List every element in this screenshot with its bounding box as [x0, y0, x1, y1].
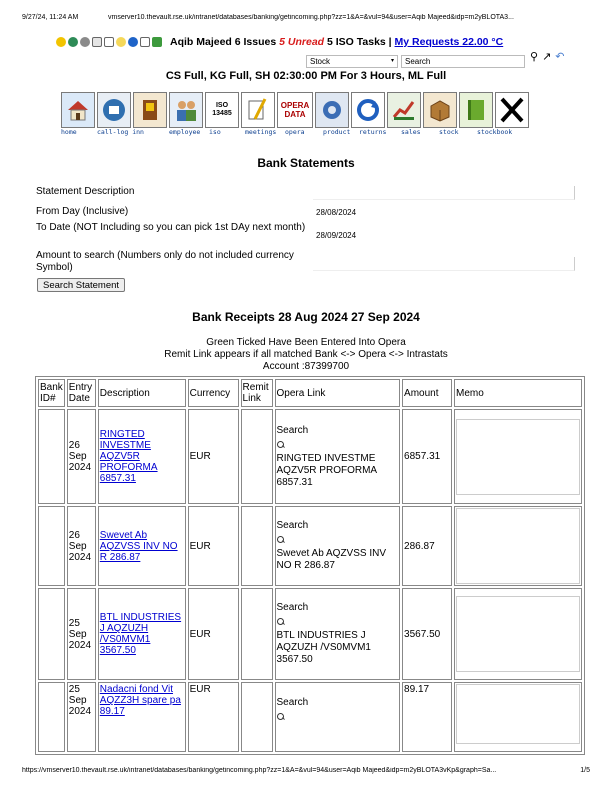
toolbar-label-iso[interactable]: iso: [209, 128, 221, 136]
print-header: [22, 14, 590, 21]
magnifier-icon[interactable]: [277, 441, 285, 449]
remit-link-cell: [241, 682, 273, 752]
table-header-row: [38, 379, 582, 407]
toolbar-opera[interactable]: [277, 92, 313, 128]
magnifier-icon[interactable]: [277, 536, 285, 544]
toolbar-home[interactable]: [61, 92, 95, 128]
receipts-notes: [0, 337, 612, 373]
amount-cell: 3567.50: [402, 588, 452, 680]
table-row: [38, 409, 582, 504]
toolbar-returns[interactable]: [351, 92, 385, 128]
iso-tasks: 5 ISO Tasks |: [327, 36, 392, 48]
description-cell: [98, 588, 186, 680]
notepad-icon[interactable]: [140, 37, 150, 47]
col-description: Description: [98, 379, 186, 407]
description-label: Statement Description: [36, 186, 135, 197]
toolbar-inn[interactable]: [133, 92, 167, 128]
people-icon: [172, 97, 200, 123]
box-icon: [427, 97, 453, 123]
close-x-icon: [499, 96, 525, 124]
cog-icon: [319, 97, 345, 123]
description-field[interactable]: [313, 186, 575, 200]
col-memo: Memo: [454, 379, 582, 407]
document-icon[interactable]: [104, 37, 114, 47]
opera-search-label[interactable]: Search: [276, 602, 309, 613]
return-arrows-icon: [355, 97, 381, 123]
smile-icon[interactable]: [116, 37, 126, 47]
toolbar-sales[interactable]: [387, 92, 421, 128]
search-input[interactable]: Search: [401, 55, 525, 68]
description-link[interactable]: Swevet Ab AQZVSS INV NO R 286.87: [99, 529, 178, 563]
amount-label: Amount to search (Numbers only do not included currency Symbol): [36, 250, 294, 273]
table-row: [38, 506, 582, 586]
iso-badge-icon: ISO 13485: [212, 102, 232, 117]
pencil-icon: [245, 97, 271, 123]
entry-date-cell: 26 Sep 2024: [67, 506, 96, 586]
star-icon[interactable]: [56, 37, 66, 47]
opera-link-cell: [275, 682, 401, 752]
toolbar-label-home[interactable]: home: [61, 128, 77, 136]
receipts-table: [35, 376, 585, 755]
print-timestamp: 9/27/24, 11:24 AM: [22, 14, 79, 21]
footer-url: https://vmserver10.thevault.rse.uk/intranet/databases/banking/getincoming.php?zz=1&A=&vul=94&user=Aqib Majeed&idp=m2yBLOTA3vKp&graph=Sa...: [22, 767, 497, 774]
memo-field[interactable]: [456, 508, 580, 584]
memo-field[interactable]: [456, 684, 580, 744]
stock-select[interactable]: Stock ▾: [306, 55, 398, 68]
toolbar-label-call-log[interactable]: call-log inn: [97, 128, 144, 136]
col-entry-date: Entry Date: [67, 379, 96, 407]
amount-cell: 6857.31: [402, 409, 452, 504]
table-row: [38, 682, 582, 752]
toolbar-employee[interactable]: [169, 92, 203, 128]
from-date-field[interactable]: 28/08/2024: [316, 208, 357, 217]
top-icons: [530, 50, 565, 63]
chart-icon[interactable]: [152, 37, 162, 47]
my-requests-link[interactable]: My Requests 22.00 °C: [394, 36, 504, 48]
user-issues: Aqib Majeed 6 Issues: [170, 36, 277, 48]
currency-cell: EUR: [188, 588, 239, 680]
toolbar-meetings[interactable]: [241, 92, 275, 128]
description-cell: [98, 409, 186, 504]
account-number: Account :87399700: [262, 361, 350, 372]
toolbar-label-product[interactable]: product: [323, 128, 351, 136]
remit-link-cell: [241, 588, 273, 680]
opera-link-cell: Search Swevet Ab AQZVSS INV NO R 286.87: [275, 506, 401, 586]
memo-cell: [454, 682, 582, 752]
table-row: [38, 588, 582, 680]
toolbar-label-returns[interactable]: returns: [359, 128, 387, 136]
status-bar: [56, 36, 503, 48]
page-number: 1/5: [580, 767, 590, 774]
book-icon: [463, 97, 489, 123]
magnifier-icon[interactable]: ⚲: [530, 51, 539, 63]
toolbar-product[interactable]: [315, 92, 349, 128]
to-label: To Date (NOT Including so you can pick 1st DAy next month): [36, 222, 306, 233]
from-label: From Day (Inclusive): [36, 206, 129, 217]
memo-cell: [454, 409, 582, 504]
description-cell: [98, 682, 186, 752]
gear-icon[interactable]: [80, 37, 90, 47]
receipts-title: Bank Receipts 28 Aug 2024 27 Sep 2024: [192, 310, 420, 324]
currency-cell: EUR: [188, 506, 239, 586]
search-statement-button[interactable]: Search Statement: [37, 278, 125, 292]
memo-cell: [454, 588, 582, 680]
entry-date-cell: 25 Sep 2024: [67, 682, 96, 752]
toolbar-label-stockbook[interactable]: stockbook: [477, 128, 513, 136]
print-url: vmserver10.thevault.rse.uk/intranet/databases/banking/getincoming.php?zz=1&A=&vul=94&user=Aqib Majeed&idp=m2yBLOTA3...: [108, 14, 514, 21]
remit-link-cell: [241, 506, 273, 586]
memo-field[interactable]: [456, 419, 580, 495]
phone-icon: [101, 97, 127, 123]
bank-id-cell: [38, 682, 65, 752]
opera-data-icon: OPERA DATA: [280, 101, 310, 119]
memo-cell: [454, 506, 582, 586]
currency-cell: EUR: [188, 409, 239, 504]
toolbar-label-stock[interactable]: stock: [439, 128, 459, 136]
col-amount: Amount: [402, 379, 452, 407]
external-link-icon[interactable]: ↗: [542, 51, 552, 63]
bank-id-cell: [38, 506, 65, 586]
amount-cell: 286.87: [402, 506, 452, 586]
amount-cell: 89.17: [402, 682, 452, 752]
main-toolbar: [61, 92, 529, 128]
currency-cell: EUR: [188, 682, 239, 752]
col-opera-link: Opera Link: [275, 379, 401, 407]
toolbar-stock[interactable]: [423, 92, 457, 128]
toolbar-label-meetings[interactable]: meetings: [245, 128, 277, 136]
bank-id-cell: [38, 588, 65, 680]
magnifier-icon[interactable]: [277, 618, 285, 626]
opera-link-cell: Search BTL INDUSTRIES J AQZUZH /VS0MVM1 3567.50: [275, 588, 401, 680]
magnifier-icon[interactable]: [277, 713, 285, 721]
entry-date-cell: 25 Sep 2024: [67, 588, 96, 680]
print-footer: [22, 767, 590, 774]
opera-search-label[interactable]: Search: [276, 424, 309, 436]
opera-search-label[interactable]: Search: [276, 520, 309, 531]
toolbar-label-employee[interactable]: employee: [169, 128, 201, 136]
unread-count: 5 Unread: [279, 36, 325, 48]
opera-search-label[interactable]: Search: [276, 697, 309, 708]
col-currency: Currency: [188, 379, 239, 407]
toolbar-close[interactable]: [495, 92, 529, 128]
refresh-icon[interactable]: ↶: [555, 51, 565, 63]
description-link[interactable]: BTL INDUSTRIES J AQZUZH /VS0MVM1 3567.50: [99, 612, 182, 656]
toolbar-iso[interactable]: [205, 92, 239, 128]
remit-link-cell: [241, 409, 273, 504]
grid-icon[interactable]: [92, 37, 102, 47]
description-cell: [98, 506, 186, 586]
chat-icon[interactable]: [128, 37, 138, 47]
note-green-ticked: Green Ticked Have Been Entered Into Opera: [206, 337, 406, 348]
toolbar-call-log[interactable]: [97, 92, 131, 128]
door-icon: [137, 97, 163, 123]
entry-date-cell: 26 Sep 2024: [67, 409, 96, 504]
col-remit-link: Remit Link: [241, 379, 273, 407]
opera-link-cell: Search RINGTED INVESTME AQZV5R PROFORMA 6857.31: [275, 409, 401, 504]
toolbar-stockbook[interactable]: [459, 92, 493, 128]
globe-icon[interactable]: [68, 37, 78, 47]
amount-field[interactable]: [313, 257, 575, 271]
to-date-field[interactable]: 28/09/2024: [316, 231, 357, 240]
col-bank-id: Bank ID#: [38, 379, 65, 407]
note-remit-link: Remit Link appears if all matched Bank <-> Opera <-> Intrastats: [164, 349, 448, 360]
description-link[interactable]: Nadacni fond Vit AQZZ3H spare pa 89.17: [99, 684, 181, 717]
status-text: [170, 36, 503, 48]
toolbar-label-sales[interactable]: sales: [401, 128, 421, 136]
memo-field[interactable]: [456, 596, 580, 672]
shift-status: CS Full, KG Full, SH 02:30:00 PM For 3 Hours, ML Full: [165, 70, 447, 82]
page-title: Bank Statements: [257, 156, 355, 170]
toolbar-label-opera[interactable]: opera: [285, 128, 305, 136]
house-icon: [65, 98, 91, 122]
description-link[interactable]: RINGTED INVESTME AQZV5R PROFORMA 6857.31: [99, 429, 158, 484]
bank-id-cell: [38, 409, 65, 504]
sales-chart-icon: [391, 97, 417, 123]
